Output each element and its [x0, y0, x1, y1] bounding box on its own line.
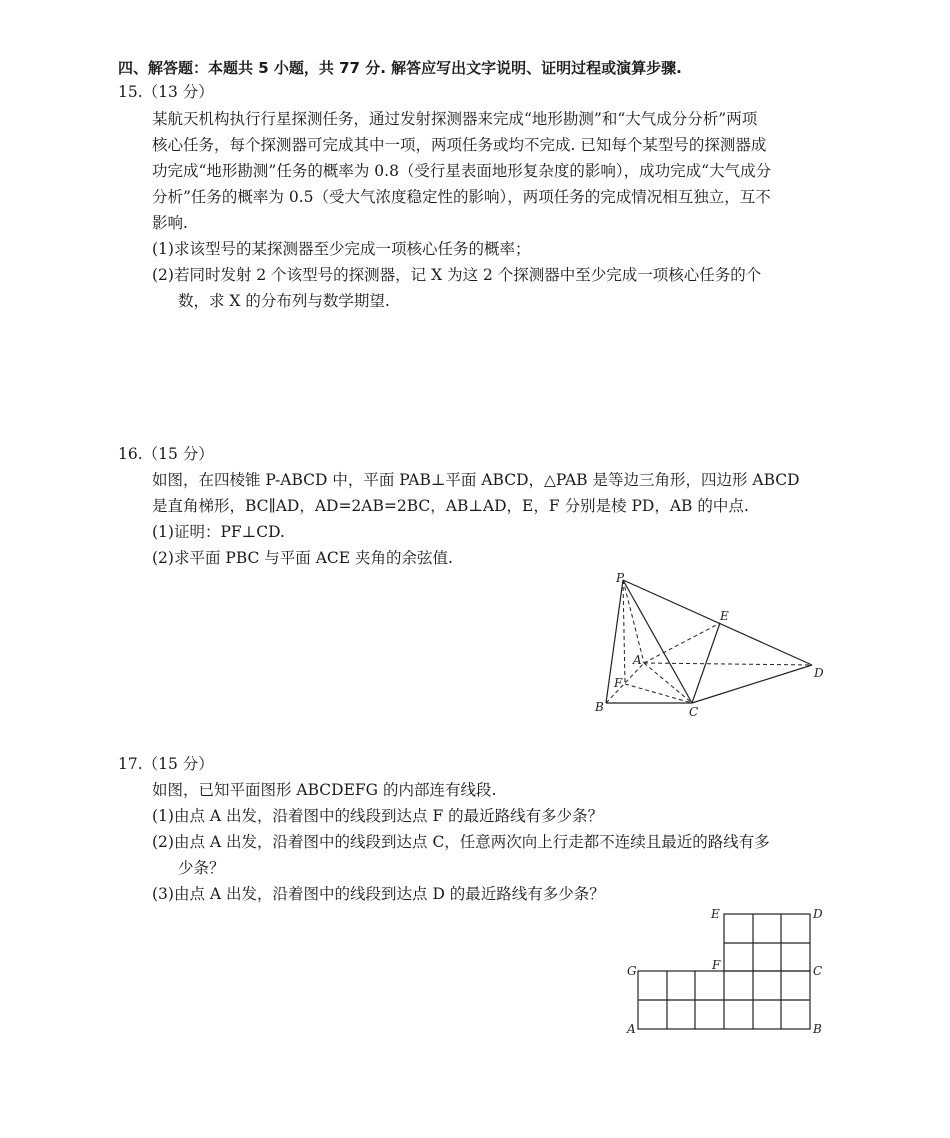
subquestion-text: 若同时发射 2 个该型号的探测器，记 X 为这 2 个探测器中至少完成一项核心任务的个 — [173, 266, 762, 284]
label-C: C — [689, 705, 699, 719]
subquestion-label: (2) — [152, 266, 174, 284]
label-D: D — [813, 907, 823, 921]
problem-number: 17.（15 分） — [118, 755, 214, 773]
subquestion-2 — [152, 547, 453, 569]
subquestion-2 — [152, 264, 761, 286]
subquestion-text: 由点 A 出发，沿着图中的线段到达点 C，任意两次向上行走都不连续且最近的路线有多 — [173, 833, 770, 851]
problem-text-line: 如图，在四棱锥 P-ABCD 中，平面 PAB⊥平面 ABCD，△PAB 是等边三角形，四边形 ABCD — [152, 471, 800, 489]
problem-text-line: 如图，已知平面图形 ABCDEFG 的内部连有线段. — [152, 781, 497, 799]
subquestion-label: (1) — [152, 523, 174, 541]
subquestion-text-continued: 数，求 X 的分布列与数学期望. — [178, 292, 390, 310]
label-F: F — [614, 676, 623, 690]
label-D: D — [814, 666, 824, 680]
problem-text-line: 分析”任务的概率为 0.5（受大气浓度稳定性的影响），两项任务的完成情况相互独立，互不 — [152, 188, 771, 206]
problem-number: 16.（15 分） — [118, 445, 214, 463]
label-E: E — [720, 609, 729, 623]
problem-text-line: 核心任务，每个探测器可完成其中一项，两项任务或均不完成. 已知每个某型号的探测器成 — [152, 136, 767, 154]
problem-text-line: 是直角梯形，BC∥AD，AD=2AB=2BC，AB⊥AD，E，F 分别是棱 PD，AB 的中点. — [152, 497, 749, 515]
subquestion-text: 由点 A 出发，沿着图中的线段到达点 F 的最近路线有多少条？ — [173, 807, 604, 825]
subquestion-text: 由点 A 出发，沿着图中的线段到达点 D 的最近路线有多少条？ — [173, 885, 605, 903]
subquestion-text: 求该型号的某探测器至少完成一项核心任务的概率； — [173, 240, 531, 258]
pyramid-figure — [585, 565, 835, 725]
subquestion-1 — [152, 521, 285, 543]
problem-text-line: 影响. — [152, 214, 188, 232]
subquestion-1 — [152, 805, 603, 827]
subquestion-label: (2) — [152, 833, 174, 851]
label-B: B — [813, 1022, 822, 1036]
label-B: B — [595, 700, 604, 714]
problem-text-line: 功完成“地形勘测”任务的概率为 0.8（受行星表面地形复杂度的影响），成功完成“大气成分 — [152, 162, 772, 180]
subquestion-label: (1) — [152, 240, 174, 258]
label-E: E — [711, 907, 720, 921]
problem-text-line: 某航天机构执行行星探测任务，通过发射探测器来完成“地形勘测”和“大气成分分析”两项 — [152, 110, 758, 128]
subquestion-3 — [152, 883, 605, 905]
subquestion-text-continued: 少条？ — [178, 859, 225, 877]
problem-number: 15.（13 分） — [118, 83, 214, 101]
label-A: A — [627, 1022, 636, 1036]
subquestion-label: (3) — [152, 885, 174, 903]
subquestion-label: (1) — [152, 807, 174, 825]
label-P: P — [616, 571, 625, 585]
subquestion-2 — [152, 831, 770, 853]
subquestion-text: 求平面 PBC 与平面 ACE 夹角的余弦值. — [173, 549, 453, 567]
section-heading: 四、解答题：本题共 5 小题，共 77 分. 解答应写出文字说明、证明过程或演算步骤. — [118, 59, 682, 77]
subquestion-1 — [152, 238, 530, 260]
label-F: F — [712, 958, 721, 972]
label-C: C — [813, 964, 823, 978]
subquestion-text: 证明：PF⊥CD. — [173, 523, 285, 541]
label-G: G — [627, 964, 637, 978]
subquestion-label: (2) — [152, 549, 174, 567]
label-A: A — [633, 653, 642, 667]
grid-figure — [620, 900, 830, 1045]
